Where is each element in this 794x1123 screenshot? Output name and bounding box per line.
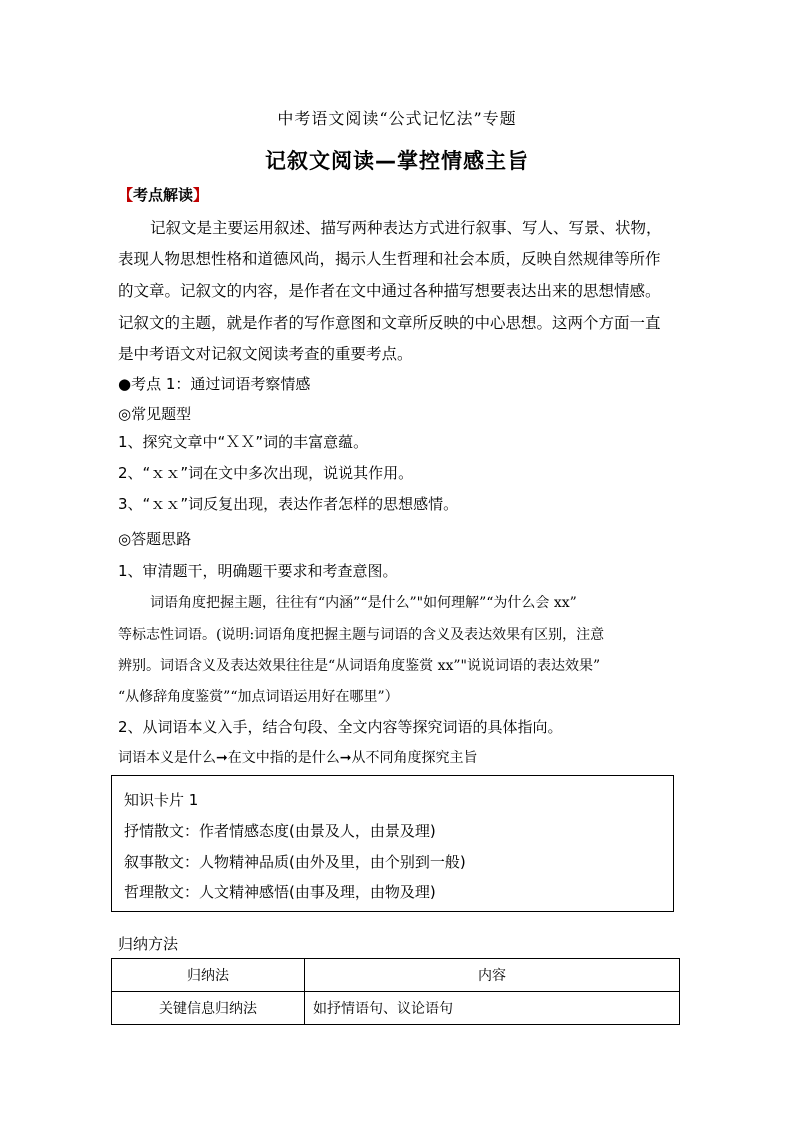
- knowledge-card-line: 叙事散文：人物精神品质(由外及里，由个别到一般): [124, 853, 466, 871]
- approach-flow: 词语本义是什么➞在文中指的是什么➞从不同角度探究主旨: [118, 750, 478, 766]
- bracket-open: 【: [118, 186, 134, 204]
- bracket-close: 】: [193, 186, 209, 204]
- table-header-cell: 内容: [305, 959, 680, 992]
- approach-step-2: 2、从词语本义入手，结合句段、全文内容等探究词语的具体指向。: [118, 718, 563, 736]
- approach-note-line: 词语角度把握主题，往往有“内涵”“是什么”"如何理解”“为什么会 xx”: [150, 595, 577, 611]
- intro-line: 是中考语文对记叙文阅读考查的重要考点。: [118, 345, 413, 363]
- table-header-cell: 归纳法: [112, 959, 305, 992]
- point1-heading: ●考点 1：通过词语考察情感: [118, 375, 311, 393]
- question-type-item: 1、探究文章中“ＸＸ”词的丰富意蕴。: [118, 433, 369, 451]
- knowledge-card-line: 抒情散文：作者情感态度(由景及人，由景及理): [124, 822, 436, 840]
- knowledge-card: [111, 775, 674, 912]
- doc-title: 记叙文阅读—掌控情感主旨: [265, 149, 529, 173]
- section-label-exam-analysis: [118, 184, 208, 205]
- question-type-item: 2、“ｘｘ”词在文中多次出现，说说其作用。: [118, 464, 414, 482]
- intro-line: 表现人物思想性格和道德风尚，揭示人生哲理和社会本质，反映自然规律等所作: [118, 250, 661, 268]
- approach-note-line: 等标志性词语。(说明:词语角度把握主题与词语的含义及表达效果有区别，注意: [118, 627, 605, 643]
- table-cell: 如抒情语句、议论语句: [305, 992, 680, 1025]
- approach-step-1: 1、审清题干，明确题干要求和考查意图。: [118, 562, 398, 580]
- intro-line: 的文章。记叙文的内容，是作者在文中通过各种描写想要表达出来的思想情感。: [118, 282, 661, 300]
- approach-heading: ◎答题思路: [118, 530, 192, 548]
- table-row: [112, 992, 680, 1025]
- table-cell: 关键信息归纳法: [112, 992, 305, 1025]
- knowledge-card-title: 知识卡片 1: [124, 791, 199, 809]
- knowledge-card-line: 哲理散文：人文精神感悟(由事及理，由物及理): [124, 883, 436, 901]
- table-header-row: [112, 959, 680, 992]
- doc-subtitle: 中考语文阅读“公式记忆法”专题: [277, 109, 517, 128]
- intro-line: 记叙文是主要运用叙述、描写两种表达方式进行叙事、写人、写景、状物，: [150, 219, 662, 237]
- question-types-heading: ◎常见题型: [118, 405, 192, 423]
- approach-note-line: 辨别。词语含义及表达效果往往是“从词语角度鉴赏 xx”"说说词语的表达效果”: [118, 658, 601, 674]
- intro-line: 记叙文的主题，就是作者的写作意图和文章所反映的中心思想。这两个方面一直: [118, 314, 661, 332]
- induction-table: [111, 958, 680, 1025]
- question-type-item: 3、“ｘｘ”词反复出现，表达作者怎样的思想感情。: [118, 495, 459, 513]
- induction-heading: 归纳方法: [118, 935, 179, 953]
- section-label-text: 考点解读: [133, 186, 194, 204]
- approach-note-line: “从修辞角度鉴赏”“加点词语运用好在哪里”）: [118, 689, 399, 705]
